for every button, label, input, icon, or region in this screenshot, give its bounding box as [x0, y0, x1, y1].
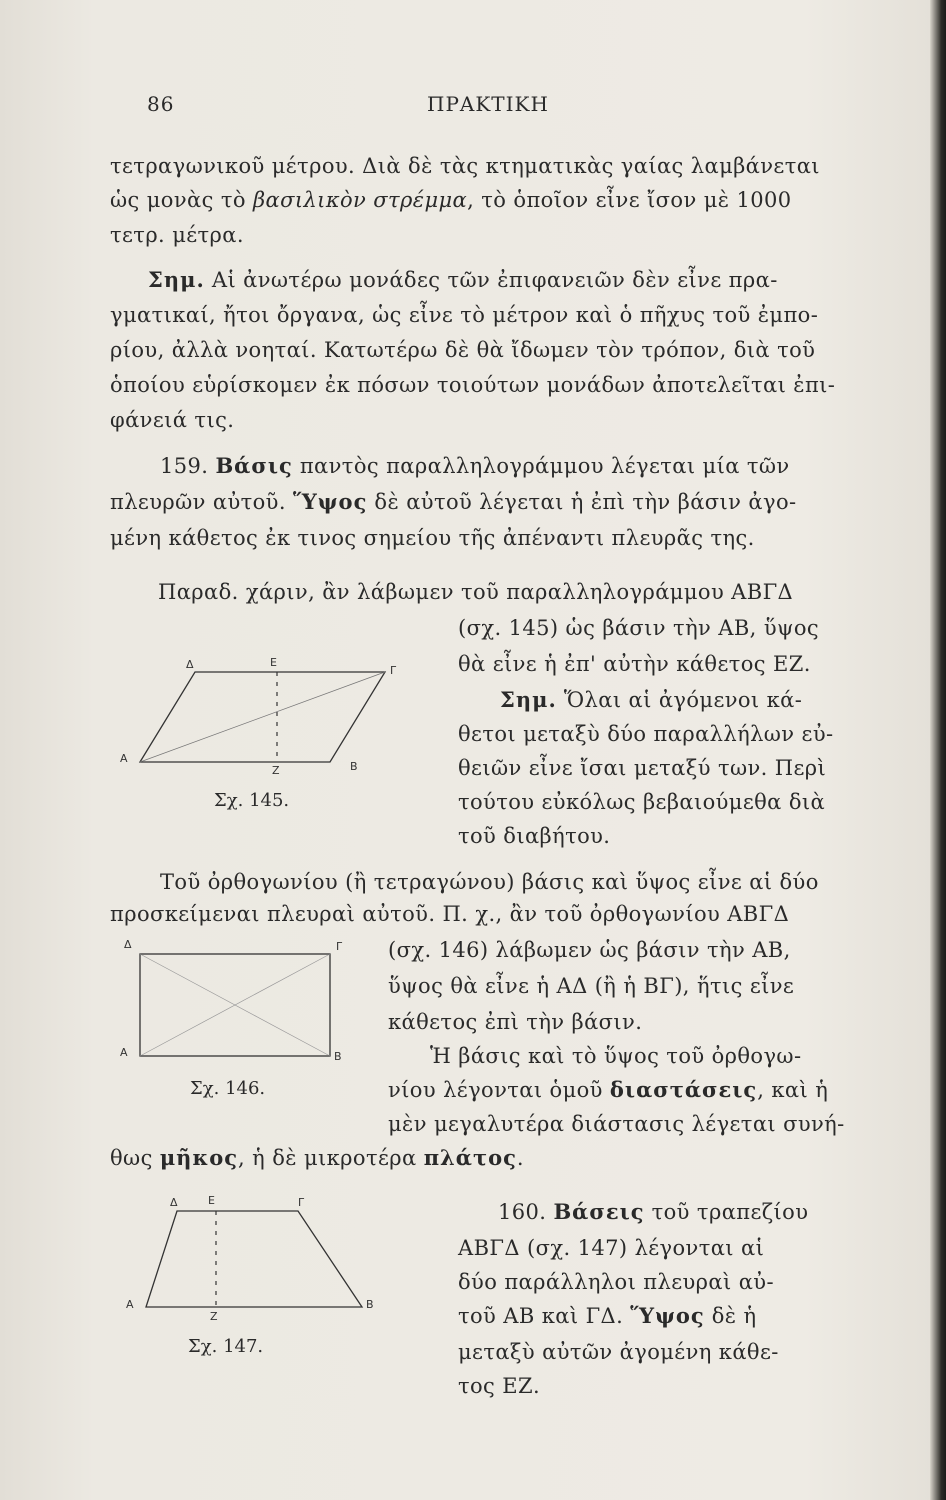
text-line: νίου λέγονται ὁμοῦ διαστάσεις, καὶ ἡ	[388, 1077, 829, 1102]
vertex-label-b: Β	[366, 1298, 374, 1311]
section-160-line: ΑΒΓΔ (σχ. 147) λέγονται αἱ	[458, 1236, 765, 1260]
section-159-line: 159. Βάσις παντὸς παραλληλογράμμου λέγεται μία τῶν	[160, 453, 790, 478]
vertex-label-z: Ζ	[272, 764, 280, 777]
note-line: ὁποίου εὑρίσκομεν ἐκ πόσων τοιούτων μονάδων ἀποτελεῖται ἐπι-	[110, 373, 836, 397]
example-line: (σχ. 145) ὡς βάσιν τὴν ΑΒ, ὕψος	[458, 616, 820, 640]
vertex-label-a: Α	[120, 1046, 128, 1059]
note-line: θειῶν εἶνε ἴσαι μεταξύ των. Περὶ	[458, 756, 827, 780]
figure-caption: Σχ. 147.	[188, 1336, 264, 1357]
vertex-label-e: Ε	[208, 1194, 215, 1207]
text-line: (σχ. 146) λάβωμεν ὡς βάσιν τὴν ΑΒ,	[388, 938, 791, 962]
text-line: Τοῦ ὀρθογωνίου (ἢ τετραγώνου) βάσις καὶ ὕψος εἶνε αἱ δύο	[160, 870, 819, 894]
note-label: Σημ.	[500, 687, 557, 712]
figure-caption: Σχ. 146.	[190, 1078, 266, 1099]
text-line: τετρ. μέτρα.	[110, 223, 244, 247]
term-width: πλάτος	[423, 1145, 517, 1170]
note-line: Σημ. Ὅλαι αἱ ἀγόμενοι κά-	[500, 687, 803, 712]
text-line: ὡς μονὰς τὸ βασιλικὸν στρέμμα, τὸ ὁποῖον εἶνε ἴσον μὲ 1000	[110, 188, 792, 212]
section-159-line: μένη κάθετος ἐκ τινος σημείου τῆς ἀπέναντι πλευρᾶς της.	[110, 526, 755, 550]
text-line: θως μῆκος, ἡ δὲ μικροτέρα πλάτος.	[110, 1145, 524, 1170]
figure-145-parallelogram	[120, 650, 420, 780]
text-line: μὲν μεγαλυτέρα διάστασις λέγεται συνή-	[388, 1112, 845, 1136]
note-label: Σημ.	[148, 267, 205, 292]
vertex-label-e: Ε	[270, 656, 277, 669]
text-line: κάθετος ἐπὶ τὴν βάσιν.	[388, 1010, 643, 1034]
diagonal-line	[140, 672, 385, 762]
vertex-label-d: Δ	[124, 938, 132, 951]
note-line: γματικαί, ἤτοι ὄργανα, ὡς εἶνε τὸ μέτρον καὶ ὁ πῆχυς τοῦ ἐμπο-	[110, 303, 819, 327]
vertex-label-b: Β	[350, 760, 358, 773]
vertex-label-g: Γ	[390, 664, 397, 677]
note-line: τοῦ διαβήτου.	[458, 824, 611, 848]
section-number: 160.	[498, 1200, 547, 1224]
term-bases: Βάσεις	[553, 1199, 645, 1224]
text-line: τετραγωνικοῦ μέτρου. Διὰ δὲ τὰς κτηματικὰς γαίας λαμβάνεται	[110, 154, 820, 178]
vertex-label-g: Γ	[336, 940, 343, 953]
section-159-line: πλευρῶν αὐτοῦ. Ὕψος δὲ αὐτοῦ λέγεται ἡ ἐπὶ τὴν βάσιν ἀγο-	[110, 489, 797, 514]
section-number: 159.	[160, 454, 209, 478]
term-basis: Βάσις	[215, 453, 293, 478]
vertex-label-g: Γ	[298, 1196, 305, 1209]
term-height: Ὕψος	[630, 1303, 705, 1328]
note-line: θετοι μεταξὺ δύο παραλλήλων εὐ-	[458, 722, 834, 746]
text-line: Ἡ βάσις καὶ τὸ ὕψος τοῦ ὀρθογω-	[430, 1044, 802, 1068]
section-160-line: δύο παράλληλοι πλευραὶ αὐ-	[458, 1270, 774, 1294]
note-line: Σημ. Αἱ ἀνωτέρω μονάδες τῶν ἐπιφανειῶν δὲν εἶνε πρα-	[148, 267, 778, 292]
section-160-line: τοῦ ΑΒ καὶ ΓΔ. Ὕψος δὲ ἡ	[458, 1303, 757, 1328]
vertex-label-d: Δ	[170, 1196, 178, 1209]
section-160-line: τος ΕΖ.	[458, 1374, 541, 1398]
running-title: ΠΡΑΚΤΙΚΗ	[427, 92, 549, 116]
figure-147-trapezoid	[130, 1195, 380, 1315]
example-line: Παραδ. χάριν, ἂν λάβωμεν τοῦ παραλληλογράμμου ΑΒΓΔ	[158, 580, 794, 604]
figure-146-rectangle	[130, 940, 350, 1070]
vertex-label-a: Α	[120, 752, 128, 765]
page-number: 86	[147, 92, 175, 116]
vertex-label-z: Ζ	[210, 1310, 218, 1323]
term-dimensions: διαστάσεις	[609, 1077, 758, 1102]
text-line: προσκείμεναι πλευραὶ αὐτοῦ. Π. χ., ἂν τοῦ ὀρθογωνίου ΑΒΓΔ	[110, 902, 790, 926]
vertex-label-d: Δ	[186, 658, 194, 671]
note-line: φάνειά τις.	[110, 408, 235, 432]
section-160-line: μεταξὺ αὐτῶν ἀγομένη κάθε-	[458, 1340, 779, 1364]
example-line: θὰ εἶνε ἡ ἐπ' αὐτὴν κάθετος ΕΖ.	[458, 652, 811, 676]
term-length: μῆκος	[159, 1145, 238, 1170]
vertex-label-b: Β	[334, 1050, 342, 1063]
page-edge-shadow	[930, 0, 946, 1500]
term-height: Ὕψος	[293, 489, 368, 514]
italic-term: βασιλικὸν στρέμμα	[252, 188, 468, 212]
trapezoid-outline	[146, 1211, 362, 1307]
vertex-label-a: Α	[126, 1298, 134, 1311]
section-160-line: 160. Βάσεις τοῦ τραπεζίου	[498, 1199, 809, 1224]
figure-caption: Σχ. 145.	[214, 790, 290, 811]
note-line: τούτου εὐκόλως βεβαιούμεθα διὰ	[458, 790, 826, 814]
note-line: ρίου, ἀλλὰ νοηταί. Κατωτέρω δὲ θὰ ἴδωμεν τὸν τρόπον, διὰ τοῦ	[110, 338, 816, 362]
text-line: ὕψος θὰ εἶνε ἡ ΑΔ (ἢ ἡ ΒΓ), ἥτις εἶνε	[388, 974, 795, 998]
